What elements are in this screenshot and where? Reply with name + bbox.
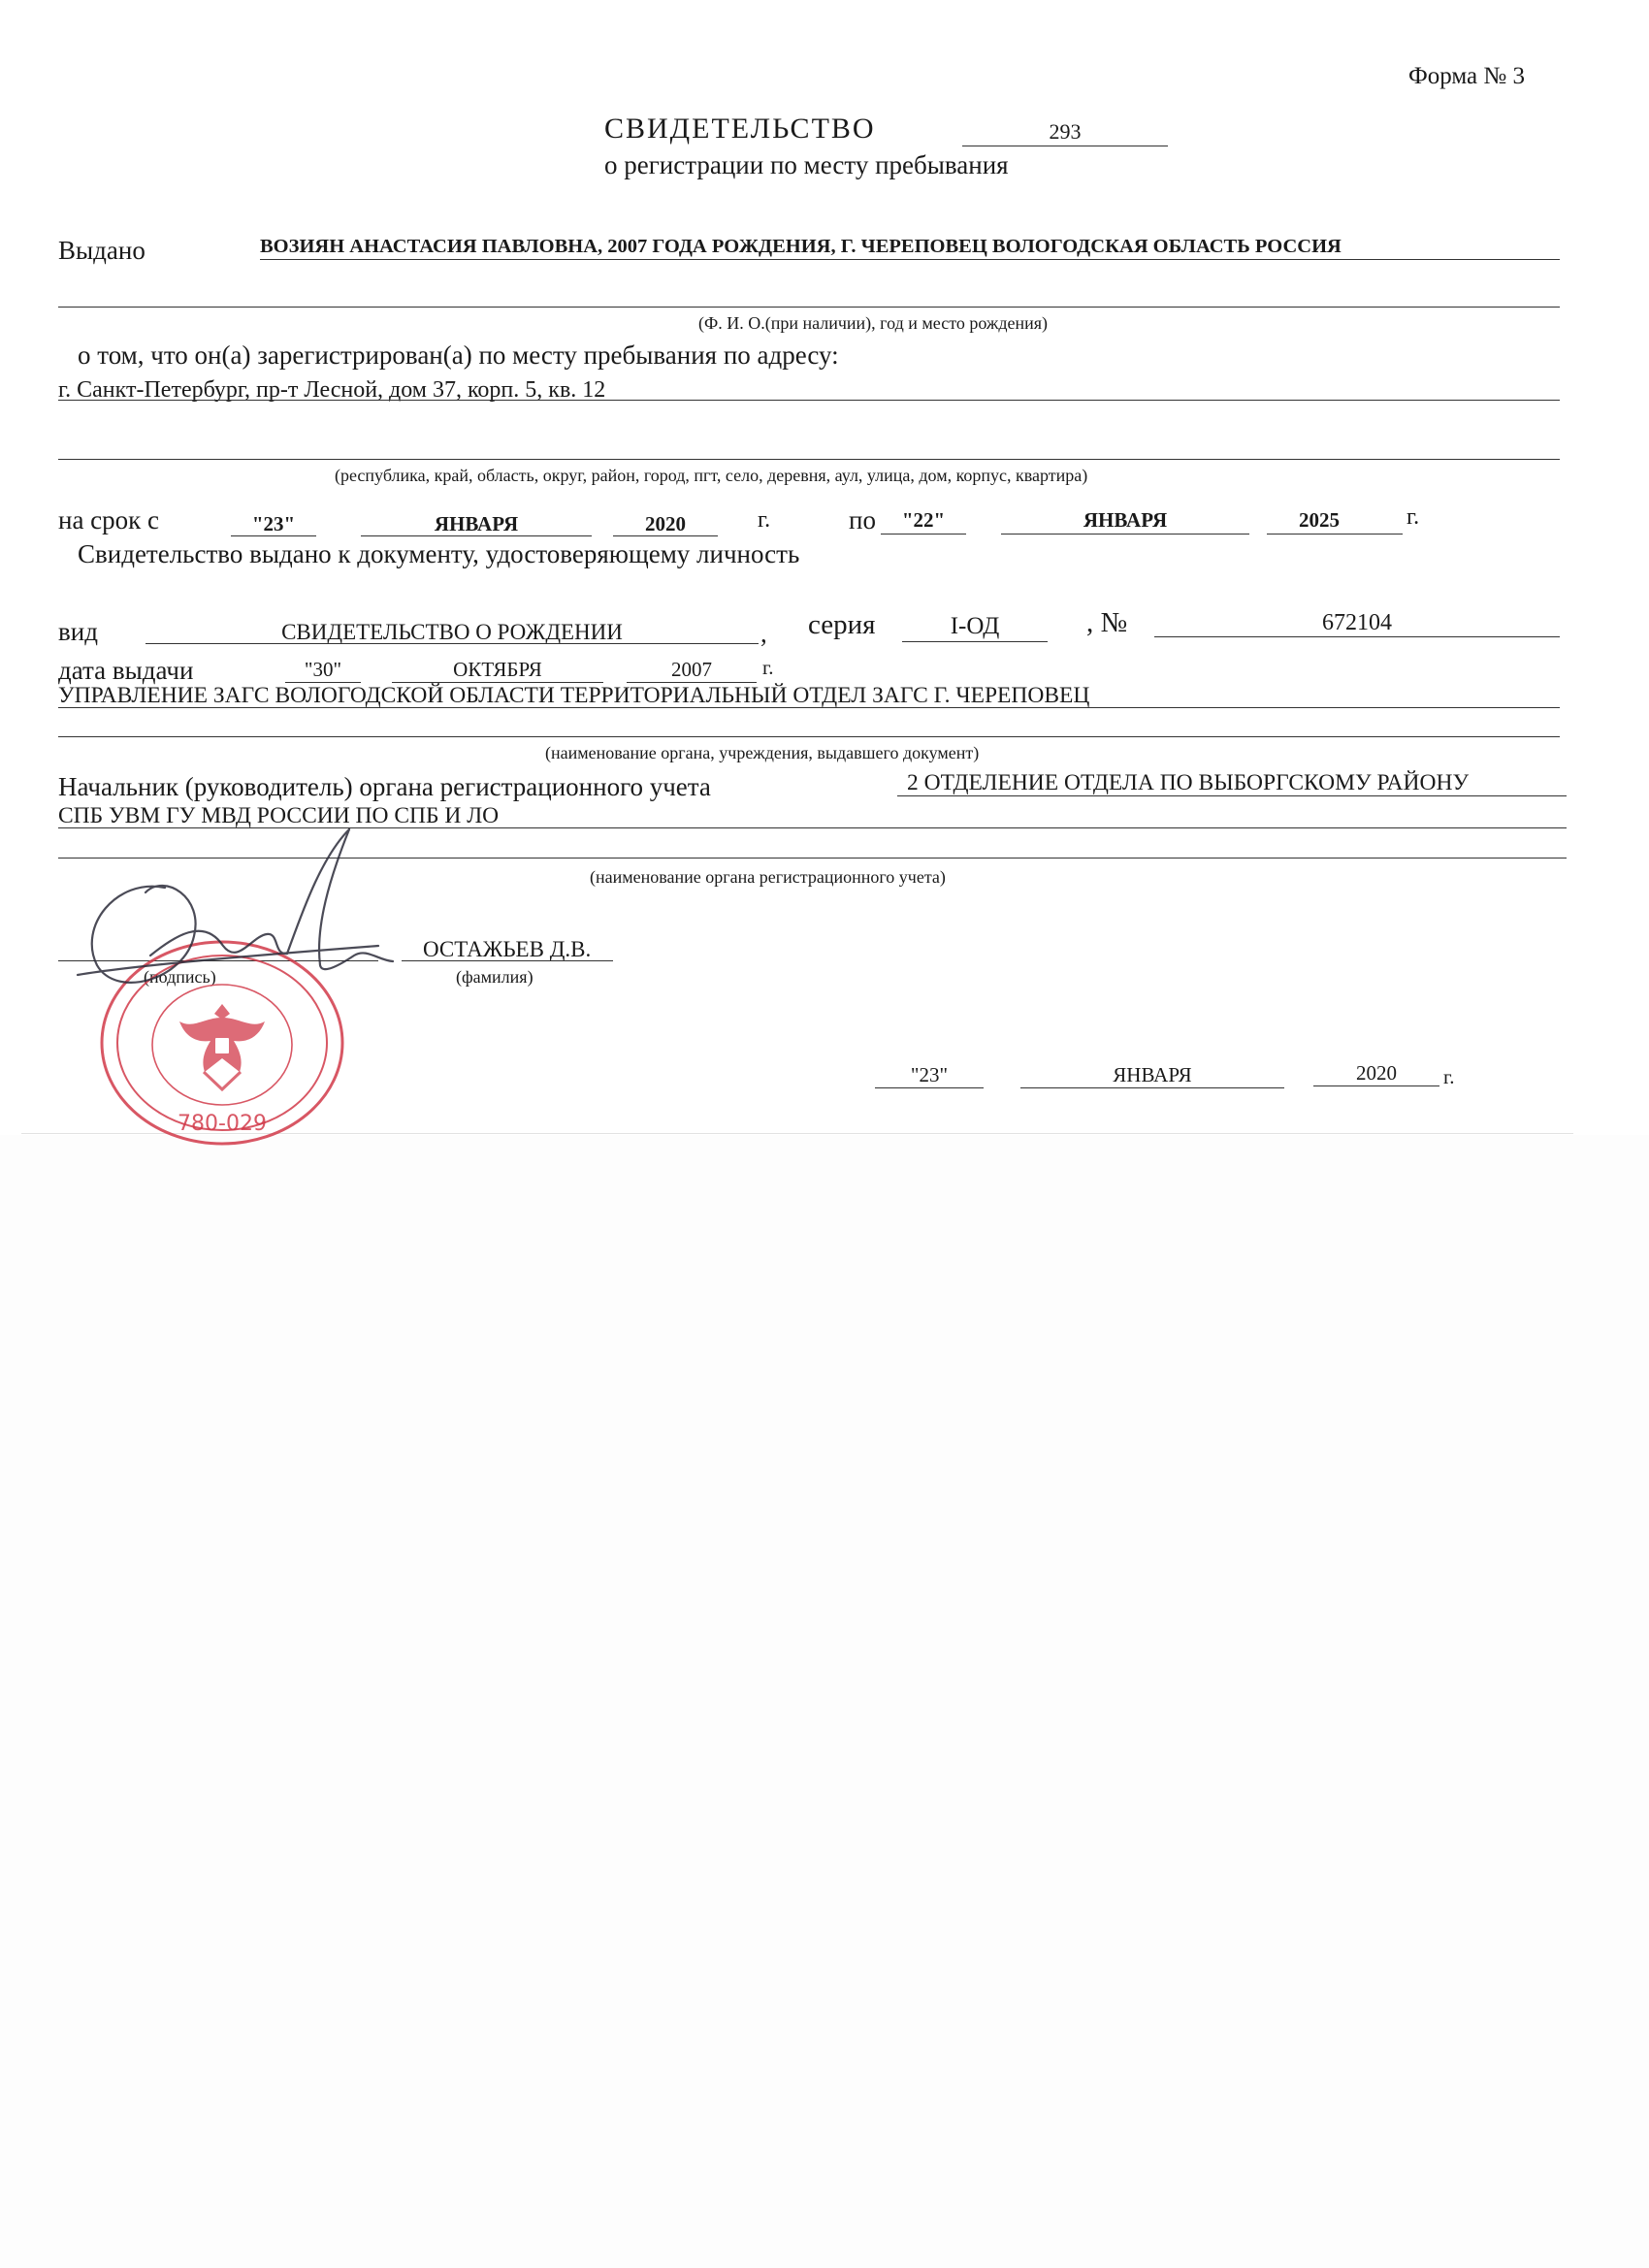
registration-authority-line2: СПБ УВМ ГУ МВД РОССИИ ПО СПБ И ЛО <box>58 803 500 828</box>
term-from-month: ЯНВАРЯ <box>434 512 519 535</box>
document-series: I-ОД <box>950 613 1000 639</box>
document-kind-comma: , <box>760 619 767 648</box>
term-to-month: ЯНВАРЯ <box>1083 508 1168 532</box>
term-to-day-line <box>881 534 966 535</box>
registered-text: о том, что он(а) зарегистрирован(а) по месту пребывания по адресу: <box>78 340 839 370</box>
issued-label: Выдано <box>58 236 146 265</box>
issued-to-line <box>260 259 1560 260</box>
issue-date-suffix: г. <box>762 656 774 679</box>
issue-date-month: ОКТЯБРЯ <box>453 658 542 681</box>
document-kind: СВИДЕТЕЛЬСТВО О РОЖДЕНИИ <box>281 620 623 644</box>
document-series-line <box>902 641 1048 642</box>
footer-date-day: "23" <box>910 1063 949 1086</box>
term-from-month-line <box>361 535 592 536</box>
term-from-day-line <box>231 535 316 536</box>
registration-authority-caption: (наименование органа регистрационного учета) <box>590 867 946 887</box>
footer-date-month: ЯНВАРЯ <box>1113 1063 1192 1086</box>
term-to-month-line <box>1001 534 1249 535</box>
term-to-label: по <box>849 505 876 535</box>
signature-caption: (подпись) <box>144 967 216 987</box>
term-to-year-line <box>1267 534 1403 535</box>
address-line <box>58 400 1560 401</box>
term-from-day: "23" <box>251 512 296 535</box>
surname-caption: (фамилия) <box>456 967 534 987</box>
footer-date-year-line <box>1313 1085 1439 1086</box>
footer-date-year: 2020 <box>1356 1061 1397 1085</box>
term-to-day: "22" <box>901 508 946 532</box>
address-caption: (республика, край, область, округ, район, город, пгт, село, деревня, аул, улица, дом, корпус, квартира) <box>335 466 1088 485</box>
surname: ОСТАЖЬЕВ Д.В. <box>423 937 592 961</box>
registration-authority-line1: 2 ОТДЕЛЕНИЕ ОТДЕЛА ПО ВЫБОРГСКОМУ РАЙОНУ <box>907 770 1470 795</box>
term-label: на срок с <box>58 505 160 535</box>
document-series-label: серия <box>808 609 876 640</box>
issuing-authority-line <box>58 707 1560 708</box>
term-from-year-suffix: г. <box>758 507 771 533</box>
term-to-year: 2025 <box>1299 508 1340 532</box>
surname-line <box>402 960 613 961</box>
issue-date-day: "30" <box>304 658 342 681</box>
fio-caption: (Ф. И. О.(при наличии), год и место рождения) <box>698 313 1049 333</box>
issued-to: ВОЗИЯН АНАСТАСИЯ ПАВЛОВНА, 2007 ГОДА РОЖДЕНИЯ, Г. ЧЕРЕПОВЕЦ ВОЛОГОДСКАЯ ОБЛАСТЬ РОССИЯ <box>260 236 1342 257</box>
registration-authority-line1-rule <box>897 795 1567 796</box>
document-number-line <box>1154 636 1560 637</box>
eagle-emblem-icon <box>179 1004 265 1089</box>
issuing-authority-caption: (наименование органа, учреждения, выдавшего документ) <box>545 743 980 762</box>
document-kind-label: вид <box>58 617 98 646</box>
document-subtitle: о регистрации по месту пребывания <box>604 150 1009 179</box>
term-from-year: 2020 <box>645 512 686 535</box>
term-from-year-line <box>613 535 718 536</box>
document-number: 672104 <box>1322 610 1392 635</box>
document-kind-line <box>146 643 759 644</box>
footer-date-suffix: г. <box>1443 1065 1455 1088</box>
issued-to-line-2 <box>58 307 1560 308</box>
head-label: Начальник (руководитель) органа регистрационного учета <box>58 772 711 801</box>
issue-date-label: дата выдачи <box>58 656 194 685</box>
document-number-label: , № <box>1086 607 1128 638</box>
issue-date-year: 2007 <box>671 658 712 681</box>
address: г. Санкт-Петербург, пр-т Лесной, дом 37, корп. 5, кв. 12 <box>58 377 606 403</box>
certificate-number: 293 <box>1049 119 1082 144</box>
form-number: Форма № 3 <box>1408 63 1525 89</box>
document-title: СВИДЕТЕЛЬСТВО <box>604 113 876 145</box>
issuing-authority: УПРАВЛЕНИЕ ЗАГС ВОЛОГОДСКОЙ ОБЛАСТИ ТЕРРИТОРИАЛЬНЫЙ ОТДЕЛ ЗАГС Г. ЧЕРЕПОВЕЦ <box>58 683 1090 708</box>
term-to-year-suffix: г. <box>1406 504 1420 530</box>
issuing-authority-line-2 <box>58 736 1560 737</box>
handwritten-signature <box>58 820 417 1004</box>
footer-date-day-line <box>875 1087 984 1088</box>
address-line-2 <box>58 459 1560 460</box>
seal-number: 780-029 <box>178 1112 267 1136</box>
document-intro: Свидетельство выдано к документу, удостоверяющему личность <box>78 539 800 568</box>
footer-date-month-line <box>1020 1087 1284 1088</box>
